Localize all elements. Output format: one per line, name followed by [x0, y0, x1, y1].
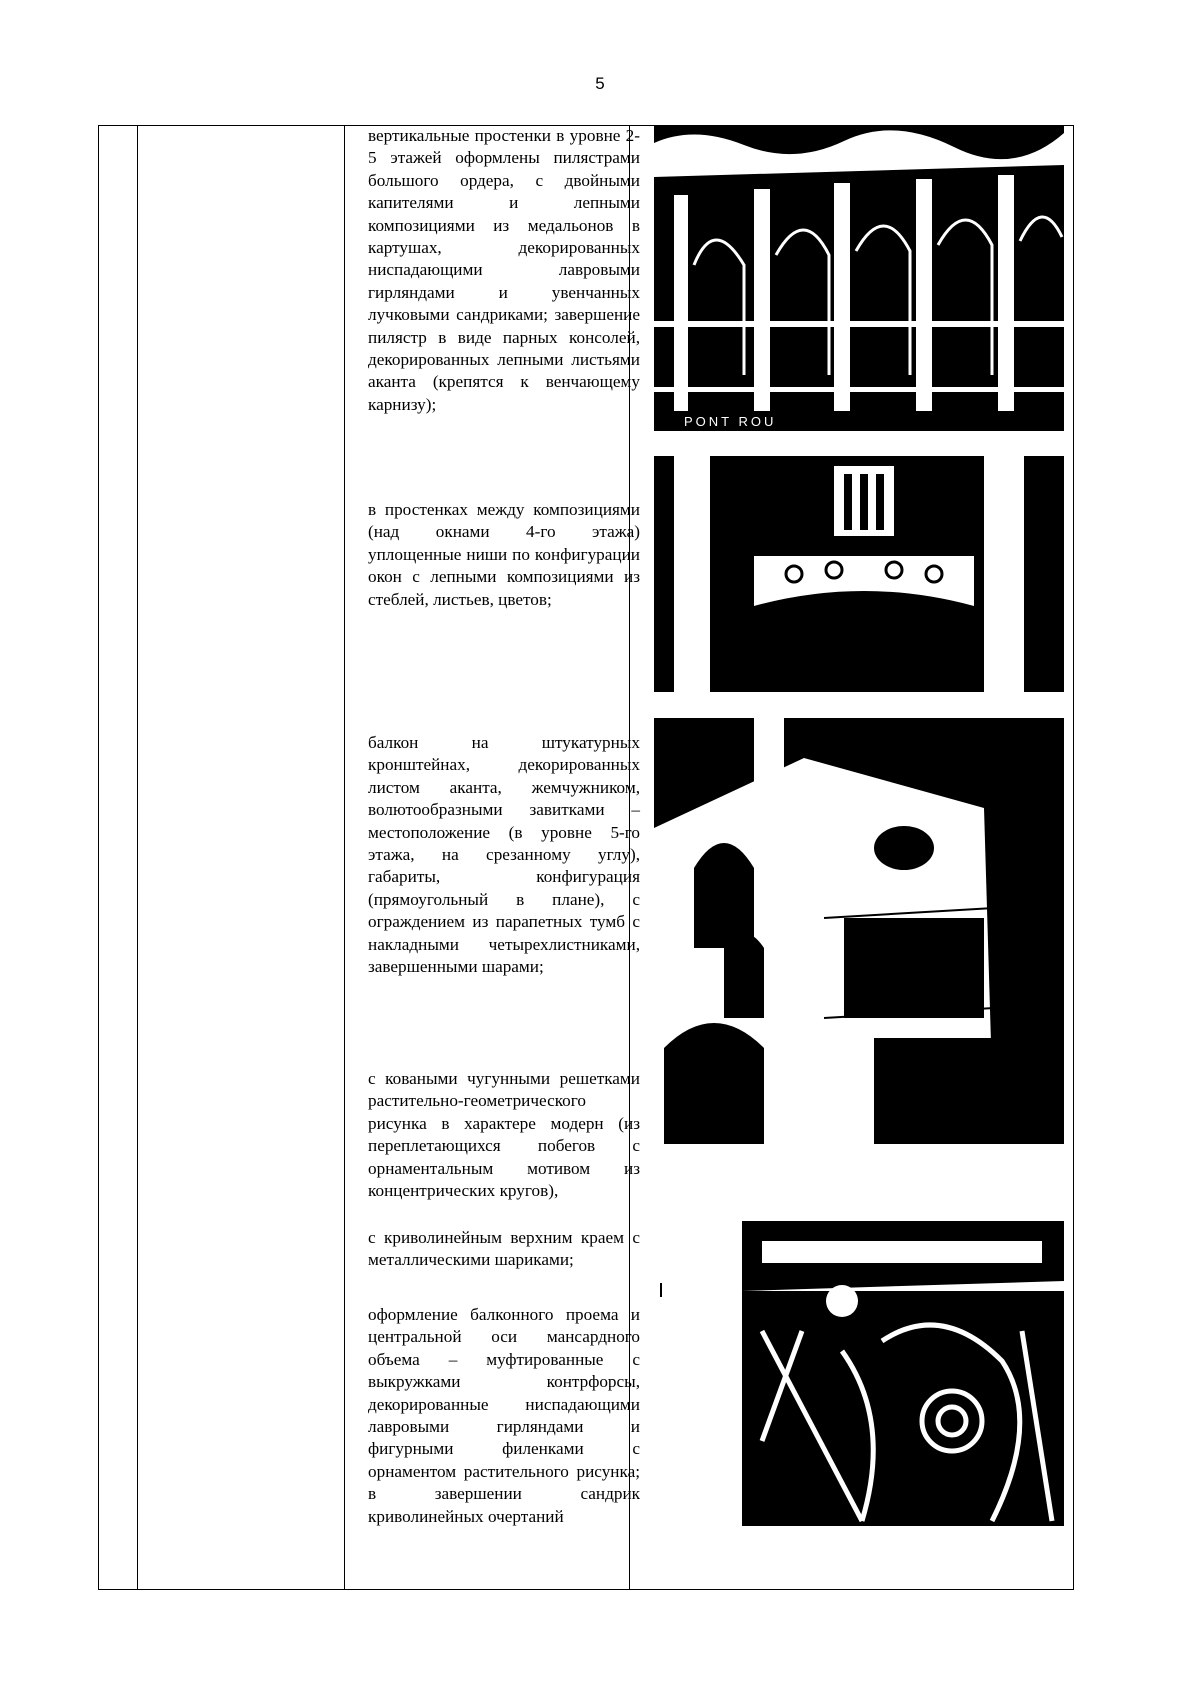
iron-grille-photo [742, 1221, 1064, 1526]
wall-niche-image [654, 456, 1064, 692]
column-divider [344, 126, 345, 1589]
wall-niche-photo [654, 456, 1064, 692]
corner-balcony-photo [654, 718, 1064, 1144]
text-cursor-mark [660, 1283, 662, 1297]
page-number: 5 [595, 74, 605, 93]
text-paragraph: с коваными чугунными решетками растительно-геометрического рисунка в характере модерн (из переплетающихся побегов с орнаментальным мотивом из концентрических кругов), [368, 1069, 640, 1201]
corner-balcony-image [654, 718, 1064, 1144]
text-paragraph: в простенках между композициями (над окнами 4-го этажа) уплощенные ниши по конфигурации окон с лепными композициями из стеблей, листьев, цветов; [368, 500, 640, 609]
facade-pilasters-image [654, 125, 1064, 431]
description-column [368, 126, 650, 1589]
facade-pilasters-photo [654, 125, 1064, 431]
text-paragraph: оформление балконного проема и центральной оси мансардного объема – муфтированные с выкружками контрфорсы, декорированные ниспадающими лавровыми гирляндами и фигурными филенками с орнаментом растительного рисунка; в завершении сандрик криволинейных очертаний [368, 1305, 640, 1526]
iron-grille-image [742, 1221, 1064, 1526]
text-paragraph: вертикальные простенки в уровне 2-5 этажей оформлены пилястрами большого ордера, с двойными капителями и лепными композициями из медальонов в картушах, декорированных ниспадающими лавровыми гирляндами и увенчанных лучковыми сандриками; завершение пилястр в виде парных консолей, декорированных лепными листьями аканта (крепятся к венчающему карнизу); [368, 126, 640, 414]
text-paragraph: с криволинейным верхним краем с металлическими шариками; [368, 1228, 640, 1270]
column-divider [137, 126, 138, 1589]
text-paragraph: балкон на штукатурных кронштейнах, декорированных листом аканта, жемчужником, волютообразными завитками – местоположение (в уровне 5-го этажа, на срезанному углу), габариты, конфигурация (прямоугольный в плане), с ограждением из парапетных тумб с накладными четырехлистниками, завершенными шарами; [368, 733, 640, 977]
facade-sign-text: PONT ROU [684, 414, 777, 429]
